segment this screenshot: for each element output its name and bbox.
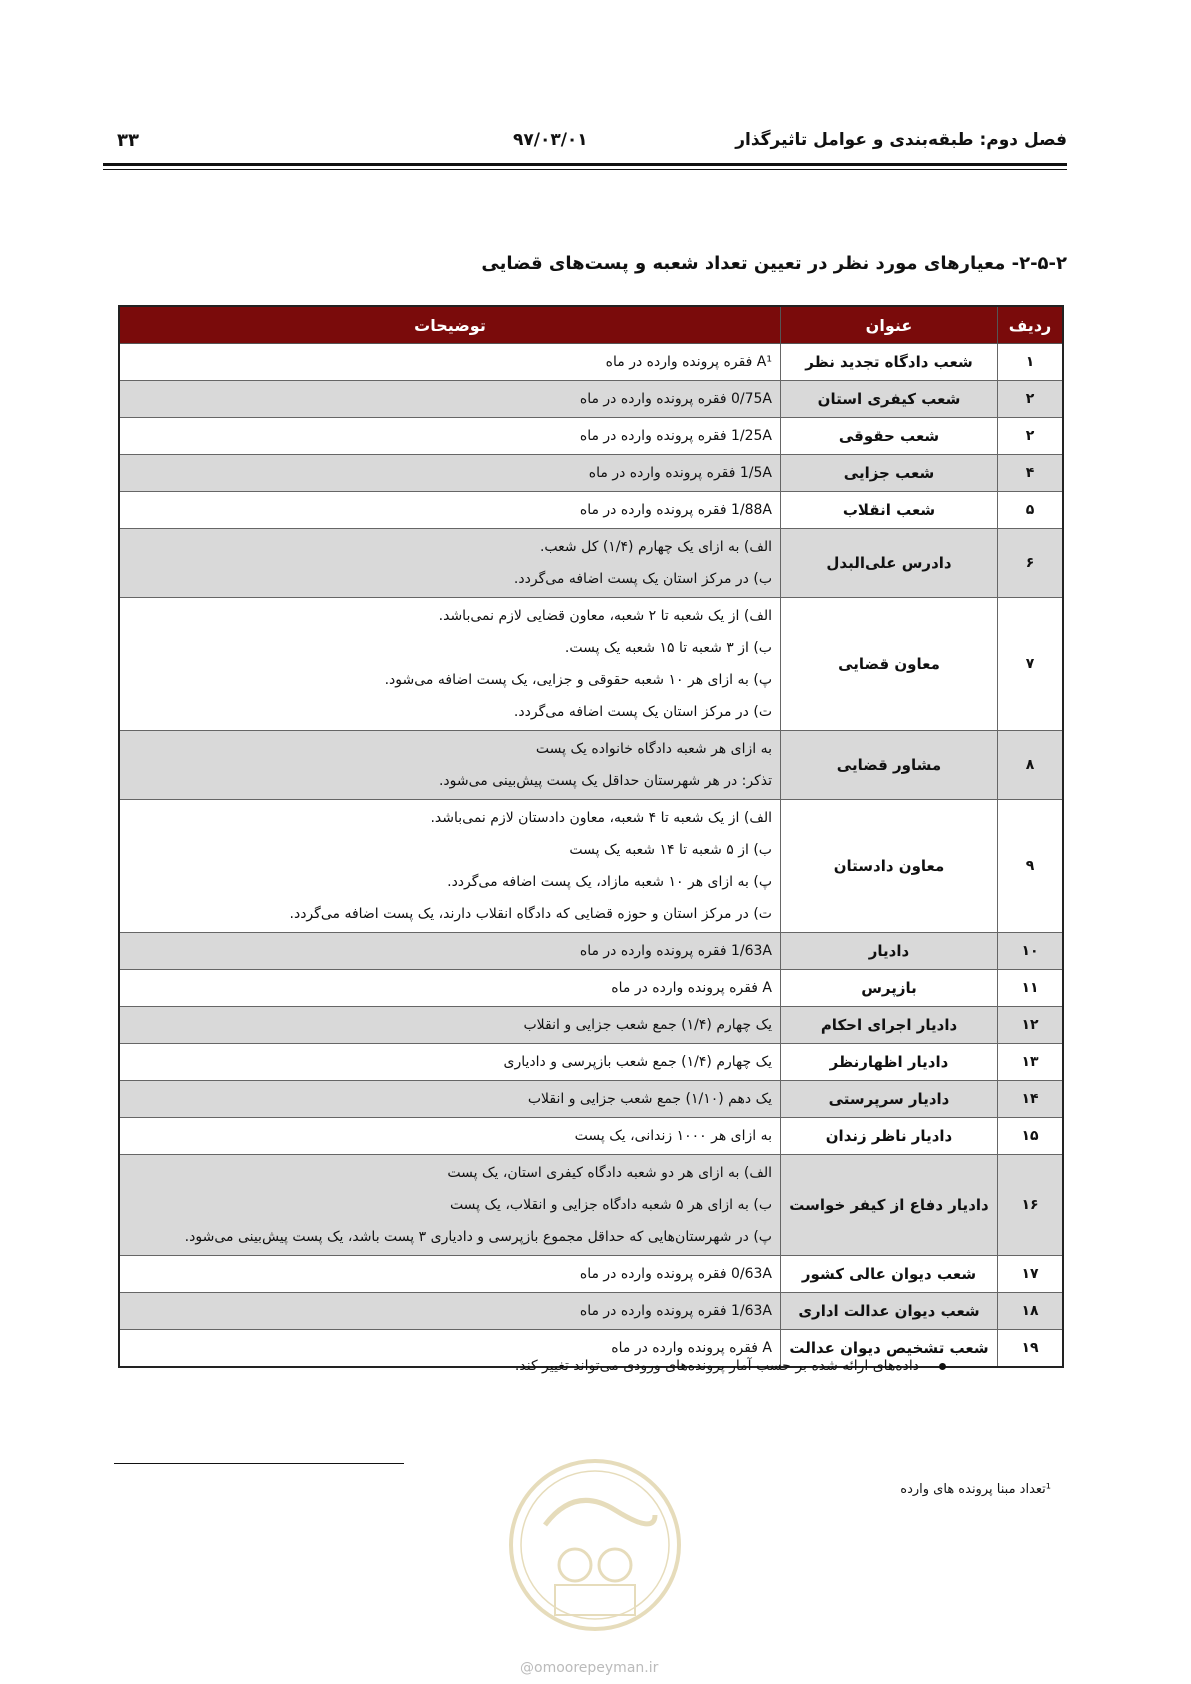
row-number: ۱۴	[998, 1081, 1064, 1118]
row-number: ۱۱	[998, 970, 1064, 1007]
footnote: ¹تعداد مبنا پرونده های وارده	[900, 1482, 1051, 1497]
row-title: شعب جزایی	[781, 455, 998, 492]
description-line: 1/25A فقره پرونده وارده در ماه	[579, 428, 772, 444]
header-num: ردیف	[998, 306, 1064, 344]
row-description	[119, 1081, 781, 1118]
row-number: ۶	[998, 529, 1064, 598]
row-title: دادیار ناظر زندان	[781, 1118, 998, 1155]
description-line: ب) به ازای هر ۵ شعبه دادگاه جزایی و انقلاب، یک پست	[449, 1197, 772, 1213]
row-title: شعب دیوان عالی کشور	[781, 1256, 998, 1293]
note-text: داده‌های ارائه شده بر حسب آمار پرونده‌های ورودی می‌تواند تغییر کند.	[514, 1358, 919, 1374]
row-title: دادرس علی‌البدل	[781, 529, 998, 598]
table-row	[119, 1007, 1063, 1044]
description-line: یک چهارم (۱/۴) جمع شعب بازپرسی و دادیاری	[503, 1054, 772, 1070]
table-row	[119, 800, 1063, 933]
row-number: ۱۵	[998, 1118, 1064, 1155]
row-description	[119, 381, 781, 418]
row-description	[119, 1044, 781, 1081]
table-row	[119, 344, 1063, 381]
row-title: شعب دادگاه تجدید نظر	[781, 344, 998, 381]
description-line: A¹ فقره پرونده وارده در ماه	[605, 354, 772, 370]
table-row	[119, 381, 1063, 418]
description-line: به ازای هر شعبه دادگاه خانواده یک پست	[535, 741, 772, 757]
page-header	[103, 130, 1067, 156]
description-line: تذکر: در هر شهرستان حداقل یک پست پیش‌بینی می‌شود.	[438, 773, 772, 789]
row-description	[119, 598, 781, 731]
row-title: شعب انقلاب	[781, 492, 998, 529]
row-description	[119, 1007, 781, 1044]
header-date: ۹۷/۰۳/۰۱	[513, 130, 588, 150]
row-description	[119, 455, 781, 492]
table-row	[119, 1293, 1063, 1330]
row-number: ۷	[998, 598, 1064, 731]
row-number: ۲	[998, 418, 1064, 455]
row-title: معاون قضایی	[781, 598, 998, 731]
row-number: ۱۸	[998, 1293, 1064, 1330]
header-desc: توضیحات	[119, 306, 781, 344]
description-line: 1/5A فقره پرونده وارده در ماه	[588, 465, 772, 481]
table-row	[119, 1118, 1063, 1155]
row-number: ۹	[998, 800, 1064, 933]
row-title: شعب کیفری استان	[781, 381, 998, 418]
table-row	[119, 731, 1063, 800]
description-line: 0/63A فقره پرونده وارده در ماه	[579, 1266, 772, 1282]
description-line: پ) به ازای هر ۱۰ شعبه حقوقی و جزایی، یک پست اضافه می‌شود.	[384, 672, 772, 688]
description-line: A فقره پرونده وارده در ماه	[611, 980, 772, 996]
row-title: شعب تشخیص دیوان عدالت	[781, 1330, 998, 1368]
row-number: ۱۹	[998, 1330, 1064, 1368]
row-description	[119, 933, 781, 970]
description-line: پ) در شهرستان‌هایی که حداقل مجموع بازپرسی و دادیاری ۳ پست باشد، یک پست پیش‌بینی می‌شود.	[184, 1229, 772, 1245]
table-row	[119, 1044, 1063, 1081]
table-body	[119, 344, 1063, 1368]
row-title: معاون دادستان	[781, 800, 998, 933]
row-title: شعب حقوقی	[781, 418, 998, 455]
section-title: ۲-۵-۲- معیارهای مورد نظر در تعیین تعداد شعبه و پست‌های قضایی	[481, 253, 1067, 274]
page-number: ۳۳	[117, 130, 139, 151]
row-description	[119, 800, 781, 933]
description-line: الف) از یک شعبه تا ۴ شعبه، معاون دادستان لازم نمی‌باشد.	[430, 810, 772, 826]
description-line: الف) به ازای یک چهارم (۱/۴) کل شعب.	[539, 539, 772, 555]
row-number: ۱۲	[998, 1007, 1064, 1044]
row-description	[119, 1293, 781, 1330]
description-line: ب) از ۳ شعبه تا ۱۵ شعبه یک پست.	[564, 640, 772, 656]
footnote-rule	[114, 1463, 404, 1464]
table-row	[119, 1081, 1063, 1118]
row-description	[119, 1118, 781, 1155]
description-line: A فقره پرونده وارده در ماه	[611, 1340, 772, 1356]
row-description	[119, 1155, 781, 1256]
description-line: یک چهارم (۱/۴) جمع شعب جزایی و انقلاب	[523, 1017, 772, 1033]
description-line: پ) به ازای هر ۱۰ شعبه مازاد، یک پست اضافه می‌گردد.	[447, 874, 772, 890]
header-rule-thin	[103, 169, 1067, 170]
description-line: 1/88A فقره پرونده وارده در ماه	[579, 502, 772, 518]
header-title: عنوان	[781, 306, 998, 344]
description-line: الف) به ازای هر دو شعبه دادگاه کیفری استان، یک پست	[447, 1165, 772, 1181]
table-row	[119, 418, 1063, 455]
chapter-title: فصل دوم: طبقه‌بندی و عوامل تاثیرگذار	[735, 130, 1067, 150]
row-description	[119, 970, 781, 1007]
row-number: ۲	[998, 381, 1064, 418]
watermark-logo-icon	[505, 1455, 685, 1635]
description-line: 1/63A فقره پرونده وارده در ماه	[579, 943, 772, 959]
row-number: ۱	[998, 344, 1064, 381]
row-number: ۱۳	[998, 1044, 1064, 1081]
table-header-row	[119, 306, 1063, 344]
row-description	[119, 1256, 781, 1293]
data-note	[515, 1358, 946, 1374]
header-rule	[103, 163, 1067, 166]
row-number: ۱۰	[998, 933, 1064, 970]
description-line: به ازای هر ۱۰۰۰ زندانی، یک پست	[574, 1128, 772, 1144]
row-number: ۱۷	[998, 1256, 1064, 1293]
row-number: ۱۶	[998, 1155, 1064, 1256]
row-title: دادیار دفاع از کیفر خواست	[781, 1155, 998, 1256]
description-line: ب) از ۵ شعبه تا ۱۴ شعبه یک پست	[569, 842, 772, 858]
row-description	[119, 344, 781, 381]
description-line: ت) در مرکز استان و حوزه قضایی که دادگاه انقلاب دارند، یک پست اضافه می‌گردد.	[289, 906, 772, 922]
row-title: دادیار اجرای احکام	[781, 1007, 998, 1044]
criteria-table	[118, 305, 1064, 1368]
row-description	[119, 418, 781, 455]
description-line: الف) از یک شعبه تا ۲ شعبه، معاون قضایی لازم نمی‌باشد.	[438, 608, 772, 624]
row-title: دادیار سرپرستی	[781, 1081, 998, 1118]
table-row	[119, 1155, 1063, 1256]
row-number: ۸	[998, 731, 1064, 800]
description-line: ت) در مرکز استان یک پست اضافه می‌گردد.	[513, 704, 772, 720]
table-row	[119, 492, 1063, 529]
table-row	[119, 1256, 1063, 1293]
bullet-icon	[939, 1363, 946, 1370]
row-description	[119, 492, 781, 529]
row-title: دادیار	[781, 933, 998, 970]
table-row	[119, 933, 1063, 970]
description-line: یک دهم (۱/۱۰) جمع شعب جزایی و انقلاب	[527, 1091, 772, 1107]
description-line: 0/75A فقره پرونده وارده در ماه	[579, 391, 772, 407]
watermark-site: @omoorepeyman.ir	[520, 1660, 659, 1676]
table-row	[119, 529, 1063, 598]
row-title: دادیار اظهارنظر	[781, 1044, 998, 1081]
table-row	[119, 598, 1063, 731]
row-description	[119, 529, 781, 598]
description-line: 1/63A فقره پرونده وارده در ماه	[579, 1303, 772, 1319]
row-description	[119, 731, 781, 800]
row-number: ۵	[998, 492, 1064, 529]
row-title: شعب دیوان عدالت اداری	[781, 1293, 998, 1330]
table-row	[119, 455, 1063, 492]
description-line: ب) در مرکز استان یک پست اضافه می‌گردد.	[513, 571, 772, 587]
row-number: ۴	[998, 455, 1064, 492]
table-row	[119, 970, 1063, 1007]
row-title: مشاور قضایی	[781, 731, 998, 800]
row-title: بازپرس	[781, 970, 998, 1007]
